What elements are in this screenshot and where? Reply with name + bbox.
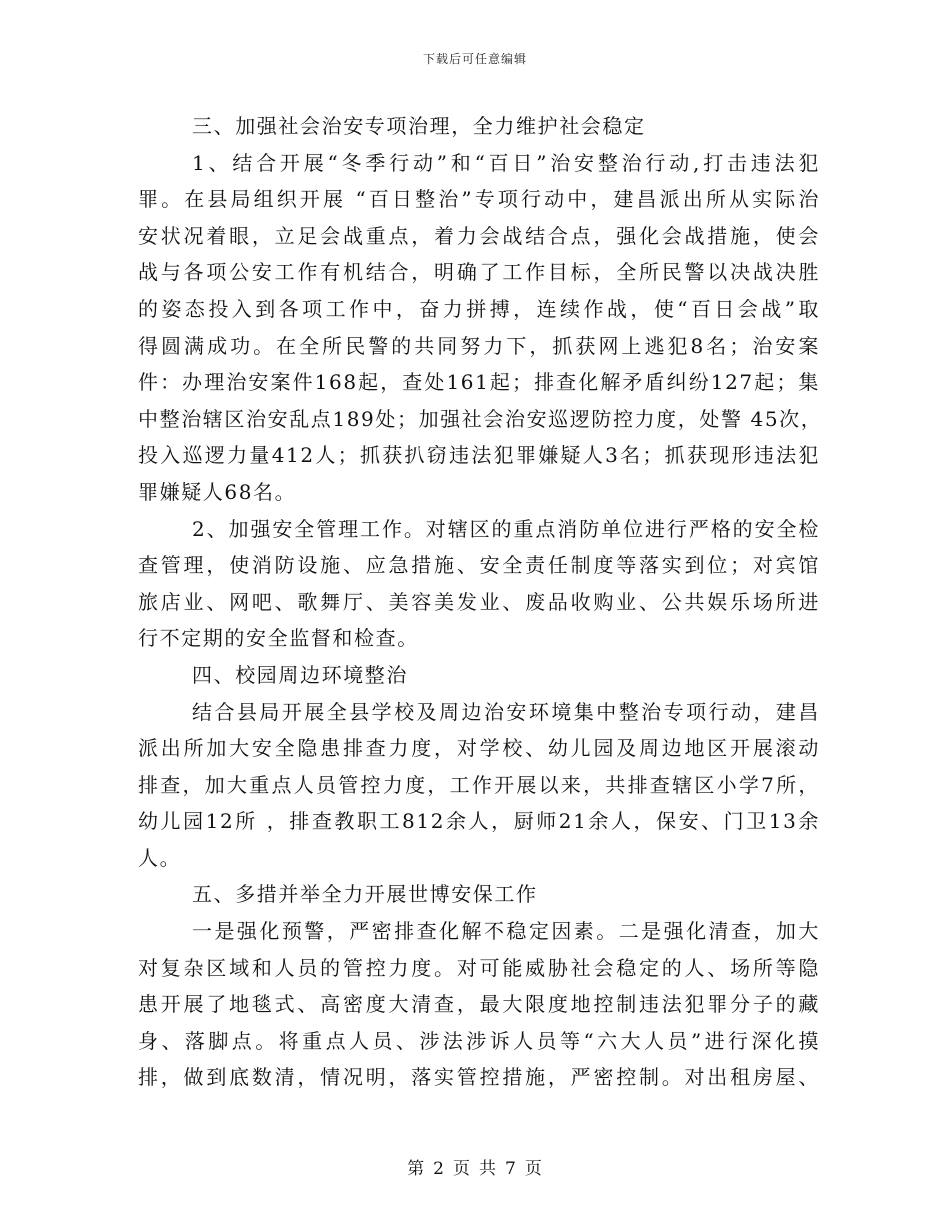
current-page-number: 2 [433, 1159, 445, 1179]
section-heading: 五、多措并举全力开展世博安保工作 [192, 882, 538, 907]
paragraph-line: 结合县局开展全县学校及周边治安环境集中整治专项行动，建昌 [192, 699, 820, 724]
paragraph-line: 罪嫌疑人68名。 [138, 479, 297, 504]
paragraph-line: 得圆满成功。在全所民警的共同努力下，抓获网上逃犯8名；治安案 [138, 333, 820, 358]
section-heading: 四、校园周边环境整治 [192, 662, 408, 687]
paragraph-line: 2、加强安全管理工作。对辖区的重点消防单位进行严格的安全检 [192, 516, 820, 541]
paragraph-line: 患开展了地毯式、高密度大清查，最大限度地控制违法犯罪分子的藏 [138, 992, 820, 1017]
paragraph-line: 罪。在县局组织开展 “百日整治”专项行动中，建昌派出所从实际治 [138, 187, 820, 212]
paragraph-line: 行不定期的安全监督和检查。 [138, 626, 419, 651]
paragraph-line: 投入巡逻力量412人；抓获扒窃违法犯罪嫌疑人3名；抓获现形违法犯 [138, 443, 820, 468]
footer-prefix: 第 [407, 1159, 426, 1179]
paragraph-line: 件：办理治安案件168起，查处161起；排查化解矛盾纠纷127起；集 [138, 370, 820, 395]
document-body [138, 108, 823, 1096]
paragraph-line: 旅店业、网吧、歌舞厅、美容美发业、废品收购业、公共娱乐场所进 [138, 589, 820, 614]
paragraph-line: 中整治辖区治安乱点189处；加强社会治安巡逻防控力度，处警 45次， [138, 406, 823, 431]
paragraph-line: 战与各项公安工作有机结合，明确了工作目标，全所民警以决战决胜 [138, 260, 820, 285]
download-note: 下载后可任意编辑 [422, 52, 527, 66]
paragraph-line: 对复杂区域和人员的管控力度。对可能威胁社会稳定的人、场所等隐 [138, 955, 820, 980]
paragraph-line: 人。 [138, 845, 182, 870]
page-number-footer [0, 1154, 950, 1179]
footer-total-prefix: 共 [479, 1159, 497, 1179]
total-page-count: 7 [505, 1159, 517, 1179]
footer-total-unit: 页 [524, 1159, 543, 1179]
paragraph-line: 派出所加大安全隐患排查力度，对学校、幼儿园及周边地区开展滚动 [138, 736, 820, 761]
section-heading: 三、加强社会治安专项治理，全力维护社会稳定 [192, 114, 646, 138]
paragraph-line: 身、落脚点。将重点人员、涉法涉诉人员等“六大人员”进行深化摸 [138, 1028, 820, 1053]
paragraph-line: 排查，加大重点人员管控力度，工作开展以来，共排查辖区小学7所， [138, 772, 820, 797]
paragraph-line: 排，做到底数清，情况明，落实管控措施，严密控制。对出租房屋、 [138, 1065, 820, 1090]
paragraph-line: 一是强化预警，严密排查化解不稳定因素。二是强化清查，加大 [192, 919, 820, 944]
paragraph-line: 安状况着眼，立足会战重点，着力会战结合点，强化会战措施，使会 [138, 223, 820, 248]
footer-page-unit: 页 [453, 1159, 471, 1179]
paragraph-line: 的姿态投入到各项工作中，奋力拼搏，连续作战，使“百日会战”取 [138, 296, 820, 321]
paragraph-line: 查管理，使消防设施、应急措施、安全责任制度等落实到位；对宾馆 [138, 553, 820, 578]
paragraph-line: 幼儿园12所 ，排查教职工812余人，厨师21余人，保安、门卫13余 [138, 809, 820, 834]
paragraph-line: 1、结合开展“冬季行动”和“百日”治安整治行动,打击违法犯 [192, 150, 820, 175]
